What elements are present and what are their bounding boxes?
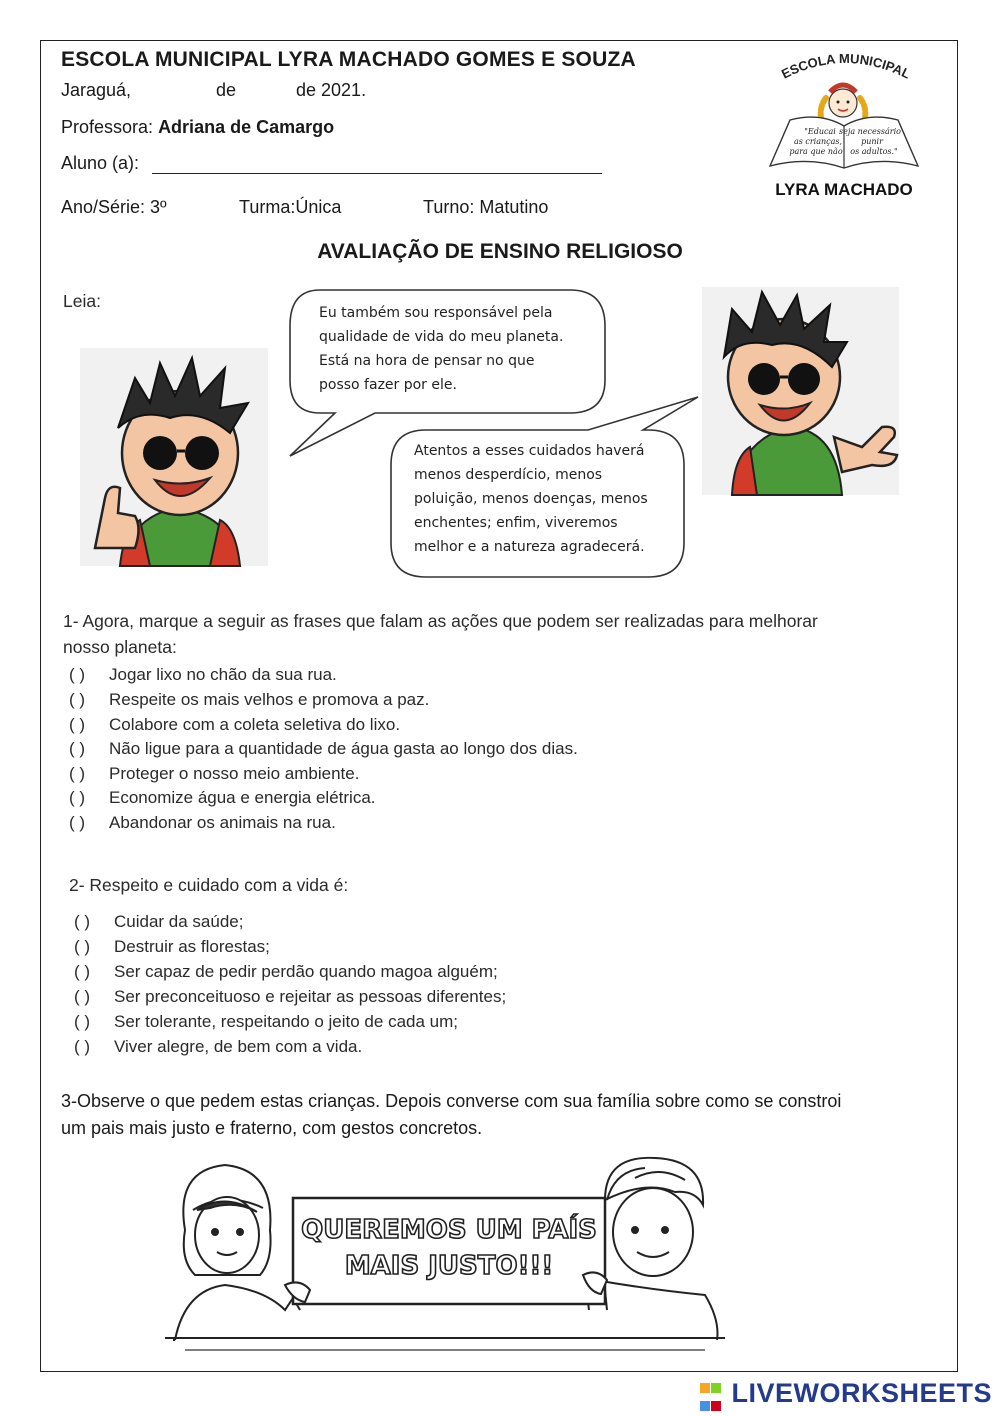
q1-option-4[interactable]: ( ) Não ligue para a quantidade de água gasta ao longo dos dias. bbox=[69, 739, 578, 758]
q1-option-1[interactable]: ( ) Jogar lixo no chão da sua rua. bbox=[69, 665, 337, 684]
teacher-line bbox=[61, 117, 334, 138]
read-label: Leia: bbox=[63, 291, 101, 311]
svg-text:as crianças,: as crianças, bbox=[793, 137, 843, 146]
shift: Turno: Matutino bbox=[423, 197, 549, 217]
q1-option-5[interactable]: ( ) Proteger o nosso meio ambiente. bbox=[69, 764, 360, 783]
teacher-label: Professora: bbox=[61, 117, 154, 137]
svg-text:punir: punir bbox=[861, 137, 883, 146]
boy-pointing-illustration bbox=[702, 287, 899, 495]
svg-text:"Educai: "Educai bbox=[804, 127, 836, 136]
school-name: ESCOLA MUNICIPAL LYRA MACHADO GOMES E SOUZA bbox=[61, 48, 636, 71]
logo-arc-text: ESCOLA MUNICIPAL bbox=[778, 50, 913, 82]
children-sign-illustration bbox=[165, 1150, 725, 1360]
student-name-field[interactable] bbox=[152, 173, 602, 174]
class: Turma:Única bbox=[239, 197, 342, 217]
q1-option-7[interactable]: ( ) Abandonar os animais na rua. bbox=[69, 813, 336, 832]
question-2-prompt: 2- Respeito e cuidado com a vida é: bbox=[69, 875, 349, 895]
q1-option-2[interactable]: ( ) Respeite os mais velhos e promova a paz. bbox=[69, 690, 430, 709]
date-de: de bbox=[216, 80, 237, 100]
q1-option-6[interactable]: ( ) Economize água e energia elétrica. bbox=[69, 788, 376, 807]
sign-line-1: QUEREMOS UM PAÍS bbox=[301, 1215, 597, 1245]
liveworksheets-logo-icon bbox=[700, 1380, 721, 1416]
q2-option-2[interactable]: ( ) Destruir as florestas; bbox=[74, 937, 270, 956]
girl-icon bbox=[173, 1165, 300, 1340]
student-label: Aluno (a): bbox=[61, 153, 140, 173]
q2-option-1[interactable]: ( ) Cuidar da saúde; bbox=[74, 912, 244, 931]
liveworksheets-brand[interactable]: LIVEWORKSHEETS bbox=[731, 1378, 992, 1408]
svg-text:os adultos.": os adultos." bbox=[850, 147, 898, 156]
boy-thumbs-up-illustration bbox=[80, 348, 268, 566]
q2-option-5[interactable]: ( ) Ser tolerante, respeitando o jeito de cada um; bbox=[74, 1012, 458, 1031]
question-1-prompt: 1- Agora, marque a seguir as frases que falam as ações que podem ser realizadas para melhorar nosso planeta: bbox=[63, 611, 818, 657]
svg-text:seja necessário: seja necessário bbox=[839, 127, 901, 136]
q2-option-6[interactable]: ( ) Viver alegre, de bem com a vida. bbox=[74, 1037, 363, 1056]
city: Jaraguá, bbox=[61, 80, 132, 100]
bubble-1-text: Eu também sou responsável pela qualidade de vida do meu planeta. Está na hora de pensar no que posso fazer por ele. bbox=[319, 305, 564, 393]
logo-name: LYRA MACHADO bbox=[775, 180, 913, 199]
page-title: AVALIAÇÃO DE ENSINO RELIGIOSO bbox=[317, 240, 683, 263]
q1-option-3[interactable]: ( ) Colabore com a coleta seletiva do lixo. bbox=[69, 715, 401, 734]
q2-option-3[interactable]: ( ) Ser capaz de pedir perdão quando magoa alguém; bbox=[74, 962, 498, 981]
bubble-2-text: Atentos a esses cuidados haverá menos desperdício, menos poluição, menos doenças, menos enchentes; enfim, viveremos melhor e a natureza agradecerá. bbox=[414, 443, 648, 555]
date-year: de 2021. bbox=[296, 80, 367, 100]
svg-text:para que não: para que não bbox=[789, 147, 843, 156]
sign-line-2: MAIS JUSTO!!! bbox=[344, 1251, 554, 1281]
question-3-prompt: 3-Observe o que pedem estas crianças. Depois converse com sua família sobre como se constroi um pais mais justo e fraterno, com gestos concretos. bbox=[61, 1091, 842, 1138]
grade: Ano/Série: 3º bbox=[61, 197, 167, 217]
logo-girl-icon bbox=[829, 89, 857, 117]
teacher-name: Adriana de Camargo bbox=[158, 117, 335, 137]
q2-option-4[interactable]: ( ) Ser preconceituoso e rejeitar as pessoas diferentes; bbox=[74, 987, 507, 1006]
school-logo bbox=[760, 48, 930, 203]
